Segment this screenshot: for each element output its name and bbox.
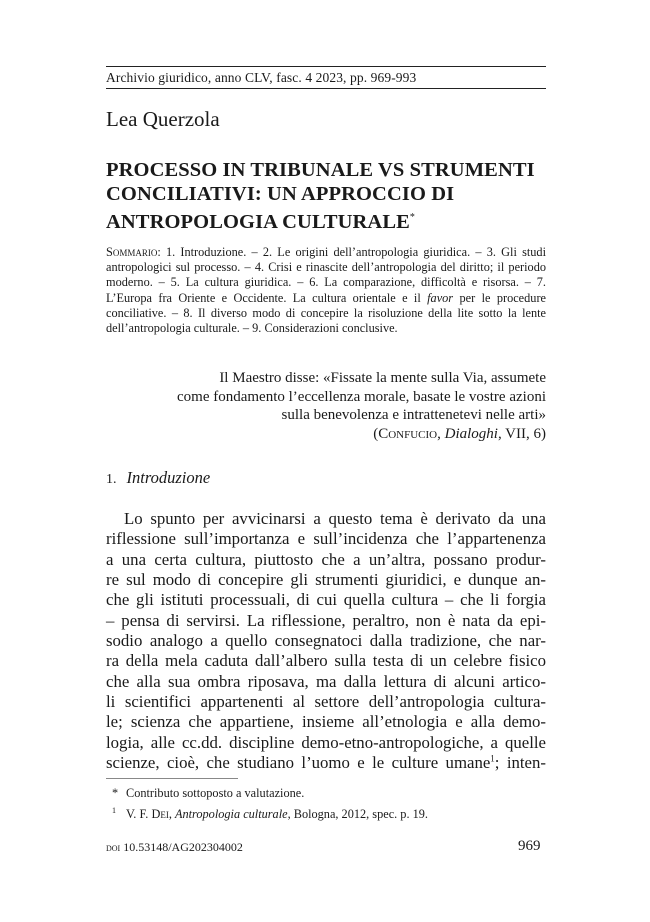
footnote-work: Antropologia culturale [174, 807, 288, 822]
footnote-reference[interactable]: 1 [490, 753, 495, 764]
header-top-rule [106, 66, 546, 67]
body-line: riflessione sull’importanza e sull’incidenza che l’appartenenza [106, 529, 546, 549]
article-title [106, 158, 551, 234]
doi [106, 840, 243, 855]
body-line-text: scienze, cioè, che studiano l’uomo e le culture umane [106, 753, 491, 773]
doi-label: doi [106, 840, 121, 854]
body-line: li scientifici appartenenti al settore dell’antropologia cultura- [106, 692, 546, 712]
body-line-text-end: ; inten- [494, 753, 546, 773]
footnote-mark: * [112, 786, 119, 800]
footnote-item [112, 785, 428, 802]
summary-italic-term: favor [427, 290, 454, 305]
body-line: Lo spunto per avvicinarsi a questo tema è derivato da una [124, 509, 546, 528]
footnote-text: Contributo sottoposto a valutazione. [126, 786, 305, 800]
footnote-rest: , Bologna, 2012, spec. p. 19. [287, 807, 428, 822]
body-line: a una certa cultura, piuttosto che a un’altra, possano produr- [106, 549, 546, 569]
epigraph-source-sep: , [437, 425, 445, 442]
section-number: 1. [106, 472, 117, 487]
section-heading [106, 468, 210, 488]
author-name: Lea Querzola [106, 107, 220, 131]
doi-value[interactable]: 10.53148/AG202304002 [120, 840, 243, 854]
footnote-separator [106, 778, 238, 779]
title-line-text: ANTROPOLOGIA CULTURALE [106, 210, 410, 233]
body-line: ra della mela caduta dall’albero sulla testa di un celebre fisico [106, 651, 546, 671]
epigraph-source-work: Dialoghi [444, 425, 498, 442]
epigraph-source-author: Confucio [378, 425, 438, 442]
epigraph-source-open: ( [373, 425, 379, 442]
footnote-sep: , [168, 807, 175, 822]
title-line: CONCILIATIVI: UN APPROCCIO DI [106, 183, 455, 205]
body-line: che alla sua ombra riposava, ma dalla lettura di alcuni artico- [106, 671, 546, 691]
footnote-mark: 1 [112, 806, 116, 815]
body-paragraph [106, 509, 546, 773]
body-line: sodio analogo a quello consegnatoci dalla tradizione, che nar- [106, 631, 546, 651]
title-line [106, 206, 551, 234]
body-line: logia, alle cc.dd. discipline demo-etno-antropologiche, a quelle [106, 732, 546, 752]
epigraph-line: sulla benevolenza e intrattenetevi nelle arti» [281, 407, 546, 423]
summary-text-cont: per le procedure conciliative. – 8. Il diverso modo di concepire la risoluzione della lite sotto la lente dell’antropologia culturale. – 9. Considerazioni conclusive. [106, 290, 546, 336]
header-bottom-rule [106, 88, 546, 89]
body-line-last [106, 753, 546, 773]
section-title: Introduzione [126, 468, 211, 487]
epigraph-line: Il Maestro disse: «Fissate la mente sulla Via, assumete [219, 370, 546, 386]
body-line: le; scienza che appartiene, insieme all’etnologia e alla demo- [106, 712, 546, 732]
footnote-item [112, 802, 428, 823]
epigraph-source-ref: , VII, 6) [497, 425, 546, 442]
journal-citation: Archivio giuridico, anno CLV, fasc. 4 2023, pp. 969-993 [106, 70, 417, 85]
summary-label: Sommario [106, 245, 158, 259]
footnotes [112, 785, 428, 823]
summary-paragraph [106, 245, 546, 336]
epigraph-line: come fondamento l’eccellenza morale, basate le vostre azioni [177, 388, 546, 405]
body-line: – pensa di servirsi. La riflessione, peraltro, non è nata da epi- [106, 610, 546, 630]
title-line: PROCESSO IN TRIBUNALE VS STRUMENTI [106, 159, 535, 181]
epigraph [150, 369, 546, 443]
page-number: 969 [518, 838, 541, 854]
footnote-author: V. F. Dei [126, 807, 169, 822]
summary-text: : 1. Introduzione. – 2. Le origini dell’antropologia giuridica. – 3. Gli studi antropologici sul processo. – 4. Crisi e rinascite dell’antropologia del diritto; il periodo moderno. – 5. La cultura giuridica. – 6. La comparazione, difficoltà e risorsa. – 7. L’Europa fra Oriente e Occidente. La cultura orientale e il [106, 245, 546, 305]
body-line: che gli istituti processuali, di cui quella cultura – che li forgia [106, 590, 546, 610]
title-footnote-marker: * [409, 212, 415, 223]
epigraph-source [150, 425, 546, 444]
body-line: re sul modo di concepire gli strumenti giuridici, e dunque an- [106, 570, 546, 590]
